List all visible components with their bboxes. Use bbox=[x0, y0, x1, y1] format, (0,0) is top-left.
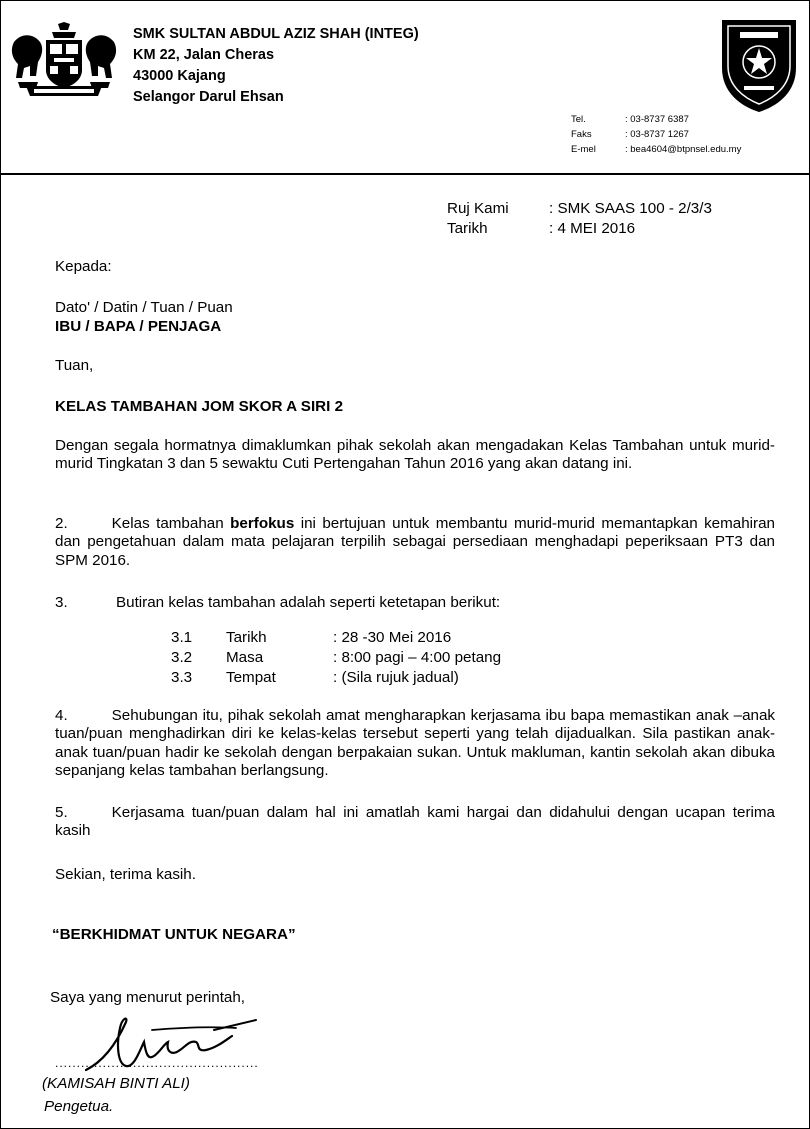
email-label: E-mel bbox=[571, 144, 596, 155]
date-value: : 4 MEI 2016 bbox=[549, 220, 636, 237]
paragraph-2-text-a: Kelas tambahan bbox=[111, 515, 231, 532]
signatory-title: Pengetua. bbox=[44, 1098, 114, 1115]
detail-label: Tarikh bbox=[226, 629, 267, 646]
fax-label: Faks bbox=[571, 129, 592, 140]
paragraph-4-text: Sehubungan itu, pihak sekolah amat mengharapkan kerjasama ibu bapa memastikan anak –anak tuan/puan menghadirkan diri ke kelas-kelas tersebut seperti yang telah dijadualkan. Sila pastikan anak-anak tuan/puan hadir ke sekolah dengan berpakaian sukan. Untuk makluman, kantin sekolah akan dibuka sepanjang kelas tambahan berlangsung. bbox=[55, 707, 775, 779]
address-line-2: 43000 Kajang bbox=[133, 68, 226, 84]
paragraph-1: Dengan segala hormatnya dimaklumkan pihak sekolah akan mengadakan Kelas Tambahan untuk murid-murid Tingkatan 3 dan 5 sewaktu Cuti Pertengahan Tahun 2016 yang akan datang ini. bbox=[55, 437, 775, 473]
paragraph-3: Butiran kelas tambahan adalah seperti ketetapan berikut: bbox=[116, 594, 501, 611]
ruj-label: Ruj Kami bbox=[447, 200, 509, 217]
school-crest-icon bbox=[718, 16, 800, 114]
ruj-value: : SMK SAAS 100 - 2/3/3 bbox=[549, 200, 712, 217]
kepada-label: Kepada: bbox=[55, 258, 112, 275]
tel-value: : 03-8737 6387 bbox=[625, 114, 689, 125]
paragraph-2-number: 2. bbox=[55, 515, 68, 532]
header-divider bbox=[0, 173, 810, 175]
tel-label: Tel. bbox=[571, 114, 586, 125]
address-line-3: Selangor Darul Ehsan bbox=[133, 89, 284, 105]
paragraph-3-number: 3. bbox=[55, 594, 68, 611]
address-line-1: KM 22, Jalan Cheras bbox=[133, 47, 275, 63]
paragraph-2-text-b: ini bertujuan untuk membantu murid-murid memantapkan kemahiran dan pengetahuan dalam mata pelajaran terpilih sebagai persediaan menghadapi peperiksaan PT3 dan SPM 2016. bbox=[55, 515, 776, 569]
detail-value: : 8:00 pagi – 4:00 petang bbox=[333, 649, 502, 666]
date-label: Tarikh bbox=[447, 220, 488, 237]
paragraph-2-bold: berfokus bbox=[230, 515, 295, 532]
paragraph-5 bbox=[55, 804, 775, 841]
detail-value: : 28 -30 Mei 2016 bbox=[333, 629, 452, 646]
paragraph-2 bbox=[55, 515, 775, 570]
subject-heading: KELAS TAMBAHAN JOM SKOR A SIRI 2 bbox=[55, 398, 344, 415]
school-name: SMK SULTAN ABDUL AZIZ SHAH (INTEG) bbox=[133, 26, 419, 42]
motto: “BERKHIDMAT UNTUK NEGARA” bbox=[52, 926, 296, 943]
signature-dots: ............................................... bbox=[55, 1056, 259, 1070]
detail-value: : (Sila rujuk jadual) bbox=[333, 669, 459, 686]
order-line: Saya yang menurut perintah, bbox=[50, 989, 246, 1006]
paragraph-5-number: 5. bbox=[55, 804, 68, 821]
detail-label: Masa bbox=[226, 649, 264, 666]
detail-number: 3.1 bbox=[171, 629, 193, 646]
recipient-line-2: IBU / BAPA / PENJAGA bbox=[55, 318, 222, 335]
email-value: : bea4604@btpnsel.edu.my bbox=[625, 144, 742, 155]
fax-value: : 03-8737 1267 bbox=[625, 129, 689, 140]
recipient-line-1: Dato' / Datin / Tuan / Puan bbox=[55, 299, 233, 316]
detail-number: 3.2 bbox=[171, 649, 193, 666]
salutation: Tuan, bbox=[55, 357, 94, 374]
paragraph-4-number: 4. bbox=[55, 707, 68, 724]
detail-number: 3.3 bbox=[171, 669, 193, 686]
paragraph-4 bbox=[55, 707, 775, 780]
closing: Sekian, terima kasih. bbox=[55, 866, 196, 883]
signatory-name: (KAMISAH BINTI ALI) bbox=[42, 1075, 190, 1092]
paragraph-5-text: Kerjasama tuan/puan dalam hal ini amatlah kami hargai dan didahului dengan ucapan terima kasih bbox=[55, 804, 775, 840]
coat-of-arms-icon bbox=[8, 22, 120, 104]
detail-label: Tempat bbox=[226, 669, 276, 686]
